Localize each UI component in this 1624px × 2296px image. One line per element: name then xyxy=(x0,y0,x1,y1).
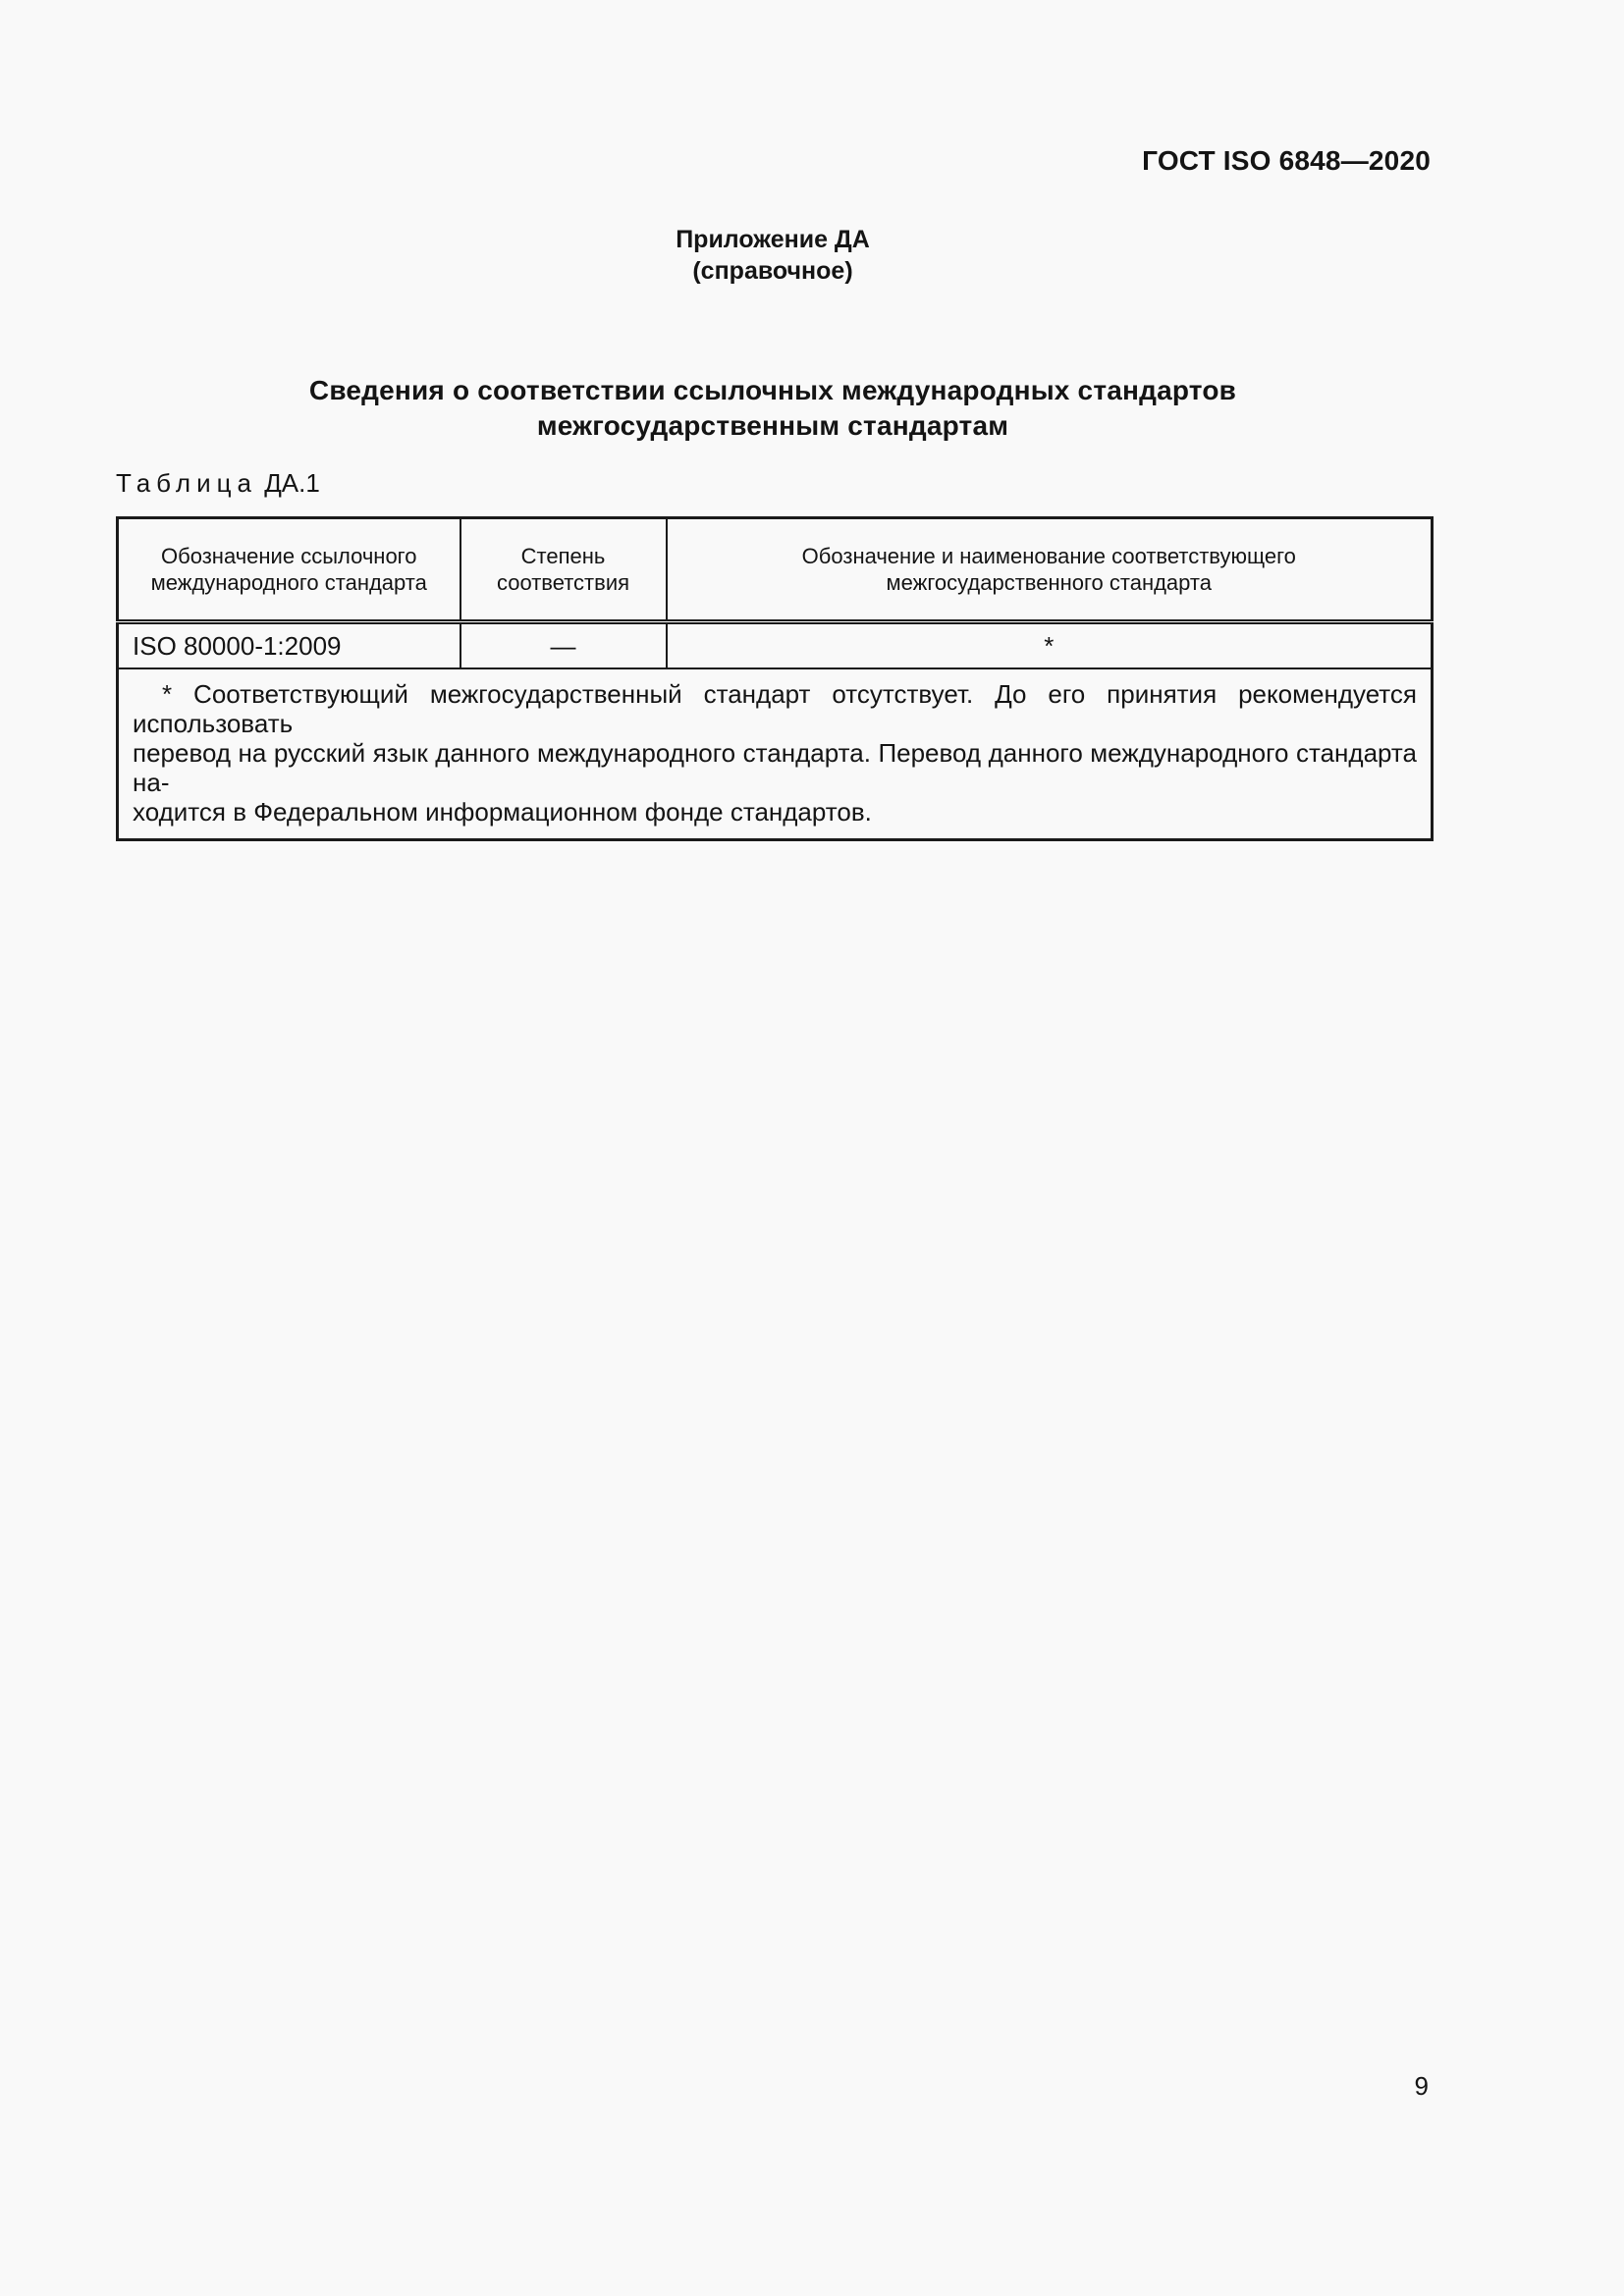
header-cell-degree: Степень соответствия xyxy=(460,518,667,622)
section-title-line-1: Сведения о соответствии ссылочных международных стандартов xyxy=(308,375,1237,405)
section-title-line-2: межгосударственным стандартам xyxy=(536,410,1009,441)
table-caption xyxy=(116,468,320,499)
document-code: ГОСТ ISO 6848—2020 xyxy=(1142,145,1431,176)
header-cell-designation: Обозначение ссылочного международного стандарта xyxy=(118,518,460,622)
table-caption-number: ДА.1 xyxy=(264,468,320,498)
appendix-title: Приложение ДА xyxy=(676,226,870,253)
footnote-line-1: * Соответствующий межгосударственный стандарт отсутствует. До его принятия рекомендуется использовать xyxy=(133,679,1417,738)
table-footnote xyxy=(118,668,1433,840)
cell-designation: ISO 80000-1:2009 xyxy=(118,622,460,669)
footnote-row xyxy=(118,668,1433,840)
page-number: 9 xyxy=(1414,2071,1429,2101)
header-cell-interstate-standard: Обозначение и наименование соответствующего межгосударственного стандарта xyxy=(667,518,1433,622)
cell-interstate-standard: * xyxy=(667,622,1433,669)
footnote-line-2: перевод на русский язык данного международного стандарта. Перевод данного международного стандарта на- xyxy=(133,738,1417,797)
table-row xyxy=(118,622,1433,669)
section-title xyxy=(0,373,1545,444)
footnote-line-3: ходится в Федеральном информационном фонде стандартов. xyxy=(133,797,872,827)
reference-standards-table xyxy=(116,516,1434,841)
appendix-heading xyxy=(0,224,1545,287)
table-caption-word: Таблица xyxy=(116,468,257,498)
cell-degree: — xyxy=(460,622,667,669)
table-header-row xyxy=(118,518,1433,622)
appendix-subtitle: (справочное) xyxy=(692,257,853,285)
